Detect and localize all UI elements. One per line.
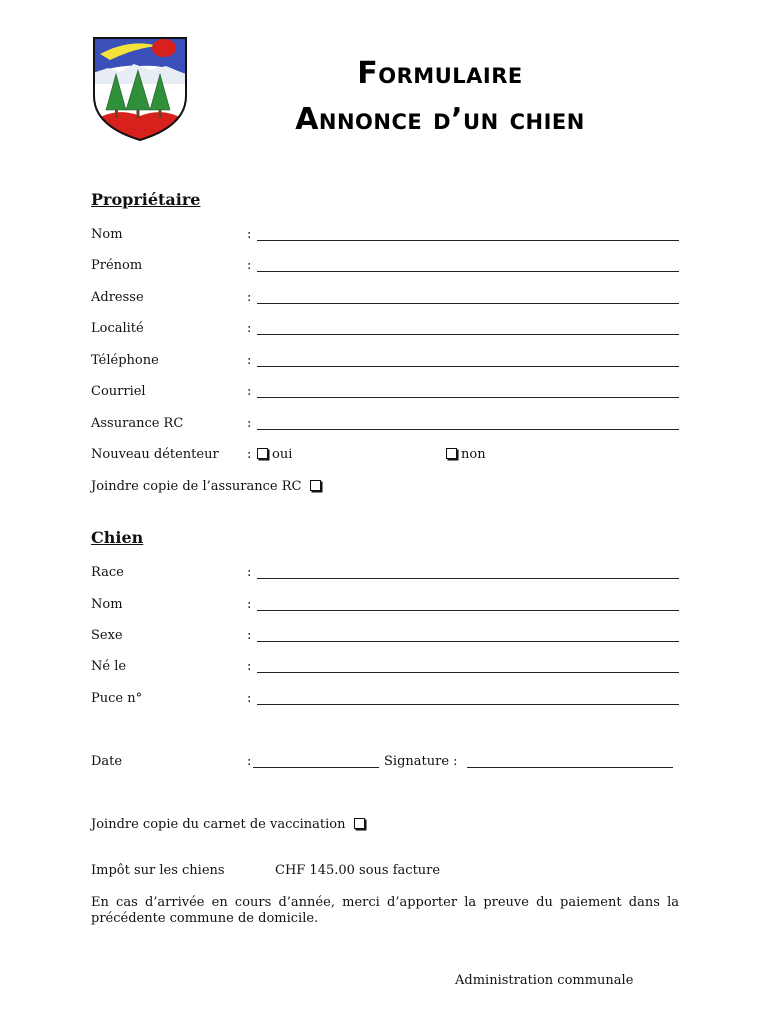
municipal-crest-logo [90,34,190,144]
owner-field-courriel[interactable]: Courriel : [91,384,691,402]
field-label: Nom [91,227,123,242]
date-fill-line[interactable] [253,767,379,768]
field-fill-line[interactable] [257,271,679,272]
field-fill-line[interactable] [257,303,679,304]
issuer-footer: Administration communale [455,973,634,988]
vaccination-copy-row[interactable]: Joindre copie du carnet de vaccination [91,817,369,832]
dog-field-puce[interactable]: Puce n° : [91,691,691,709]
date-signature-row: Date : Signature : [91,754,691,772]
owner-field-nom[interactable]: Nom : [91,227,691,245]
field-fill-line[interactable] [257,366,679,367]
owner-section-heading: Propriétaire [91,190,201,209]
field-fill-line[interactable] [257,240,679,241]
insurance-copy-row[interactable]: Joindre copie de l’assurance RC [91,479,325,494]
field-fill-line[interactable] [257,641,679,642]
form-title: Formulaire [357,56,523,91]
dog-section-heading: Chien [91,528,144,547]
form-subtitle: Annonce d’un chien [295,102,585,137]
field-label: Nom [91,597,123,612]
checkbox-icon[interactable] [354,818,365,829]
dog-field-sexe[interactable]: Sexe : [91,628,691,646]
field-fill-line[interactable] [257,610,679,611]
field-fill-line[interactable] [257,672,679,673]
dog-field-race[interactable]: Race : [91,565,691,583]
field-label: Puce n° [91,691,143,706]
field-label: Sexe [91,628,123,643]
field-label: Assurance RC [91,416,184,431]
owner-field-prenom[interactable]: Prénom : [91,258,691,276]
dog-tax-label: Impôt sur les chiens [91,863,225,878]
checkbox-icon[interactable] [446,448,457,459]
field-fill-line[interactable] [257,334,679,335]
new-holder-yes-option[interactable]: oui [257,447,292,462]
field-label: Né le [91,659,127,674]
field-label: Téléphone [91,353,159,368]
checkbox-icon[interactable] [257,448,268,459]
owner-field-adresse[interactable]: Adresse : [91,290,691,308]
field-label: Prénom [91,258,143,273]
new-holder-row: Nouveau détenteur : oui non [91,447,486,462]
field-fill-line[interactable] [257,397,679,398]
payment-notice: En cas d’arrivée en cours d’année, merci d’apporter la preuve du paiement dans la précédente commune de domicile. [91,895,679,926]
checkbox-icon[interactable] [310,480,321,491]
dog-field-ne-le[interactable]: Né le : [91,659,691,677]
owner-field-assurance-rc[interactable]: Assurance RC : [91,416,691,434]
dog-field-nom[interactable]: Nom : [91,597,691,615]
field-fill-line[interactable] [257,704,679,705]
field-fill-line[interactable] [257,429,679,430]
signature-fill-line[interactable] [467,767,673,768]
new-holder-no-option[interactable]: non [446,447,486,462]
signature-label: Signature : [384,754,458,769]
new-holder-label: Nouveau détenteur [91,447,219,462]
field-label: Adresse [91,290,144,305]
field-label: Courriel [91,384,146,399]
owner-field-localite[interactable]: Localité : [91,321,691,339]
date-label: Date [91,754,123,769]
field-fill-line[interactable] [257,578,679,579]
dog-tax-amount: CHF 145.00 sous facture [275,863,441,878]
owner-field-telephone[interactable]: Téléphone : [91,353,691,371]
field-label: Localité [91,321,144,336]
field-label: Race [91,565,124,580]
